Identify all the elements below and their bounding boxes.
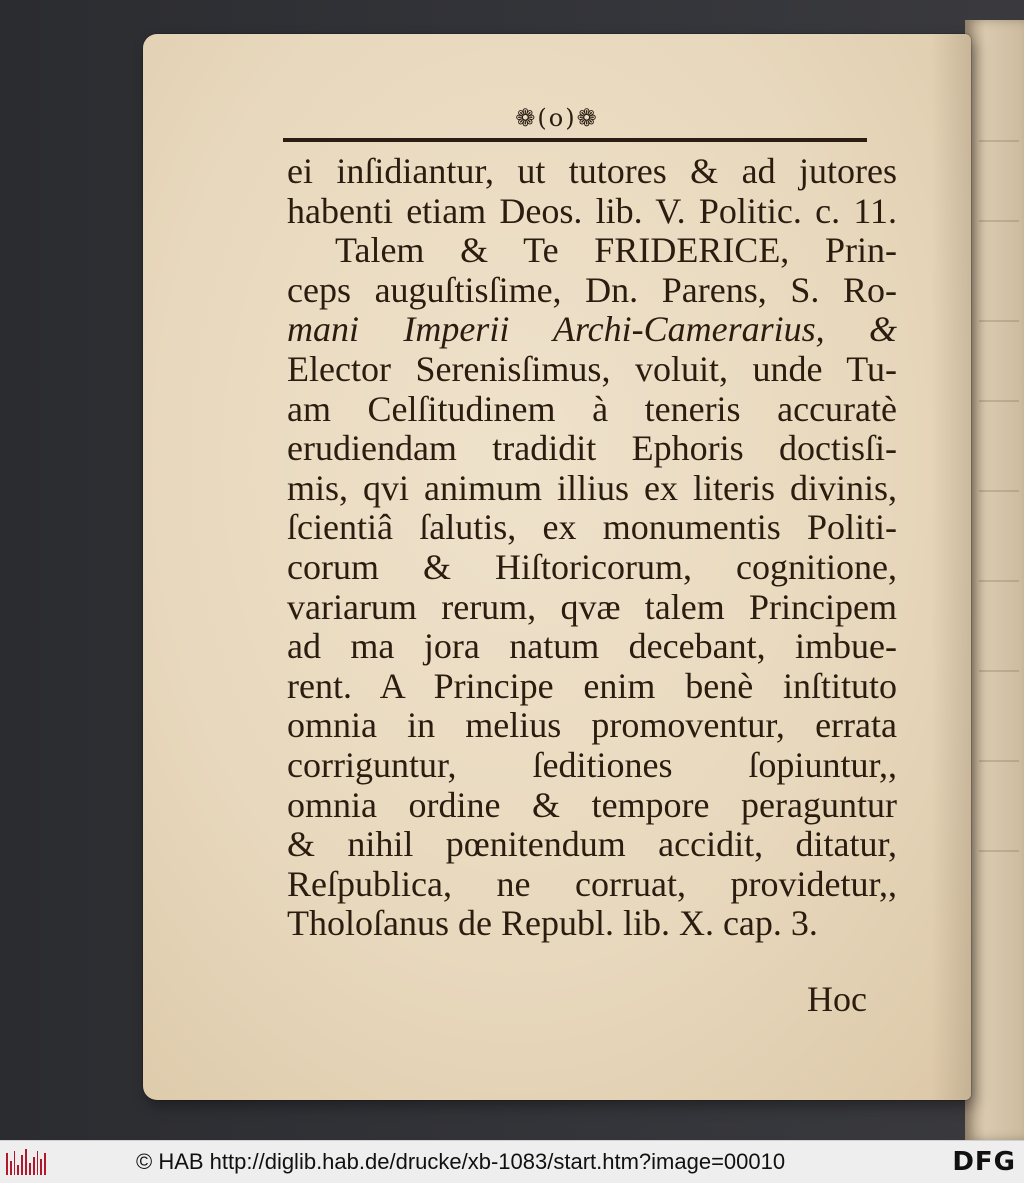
text-line: ceps auguſtisſime, Dn. Parens, S. Ro- [287, 269, 897, 310]
page-text-block [287, 152, 897, 944]
dfg-logo: DFG [952, 1147, 1016, 1177]
footer-bar [0, 1140, 1024, 1183]
text-line: Tholoſanus de Republ. lib. X. cap. 3. [287, 903, 818, 944]
text-line: habenti etiam Deos. lib. V. Politic. c. 11. [287, 190, 897, 231]
header-rule [283, 138, 867, 142]
copyright-url-text[interactable]: © HAB http://diglib.hab.de/drucke/xb-1083/start.htm?image=00010 [136, 1149, 786, 1174]
book-page [143, 34, 971, 1100]
adjacent-page-edge [965, 20, 1024, 1140]
text-line: am Celſitudinem à teneris accuratè [287, 388, 897, 429]
text-line: erudiendam tradidit Ephoris doctisſi- [287, 428, 897, 469]
text-line: & nihil pœnitendum accidit, ditatur, [287, 824, 897, 865]
text-line: variarum rerum, qvæ talem Principem [287, 586, 897, 627]
text-line: mis, qvi animum illius ex literis divinis, [287, 467, 897, 508]
text-line: ad ma jora natum decebant, imbue- [287, 626, 897, 667]
text-line: corum & Hiſtoricorum, cognitione, [287, 546, 897, 587]
text-line: mani Imperii Archi-Camerarius, & [287, 309, 897, 350]
catchword: Hoc [807, 979, 867, 1019]
text-line: Elector Serenisſimus, voluit, unde Tu- [287, 348, 897, 389]
text-line: rent. A Principe enim benè inſtituto [287, 665, 897, 706]
text-line: omnia in melius promoventur, errata [287, 705, 897, 746]
text-line: Talem & Te FRIDERICE, Prin- [335, 230, 897, 271]
text-line: omnia ordine & tempore peraguntur [287, 784, 897, 825]
text-line: ſcientiâ ſalutis, ex monumentis Politi- [287, 507, 897, 548]
hab-logo-icon [6, 1149, 46, 1175]
text-line: ei inſidiantur, ut tutores & ad jutores [287, 151, 897, 191]
page-header-ornament: ❁(o)❁ [515, 104, 599, 132]
text-line: Reſpublica, ne corruat, providetur,, [287, 863, 897, 904]
text-line: corriguntur, ſeditiones ſopiuntur,, [287, 744, 897, 785]
